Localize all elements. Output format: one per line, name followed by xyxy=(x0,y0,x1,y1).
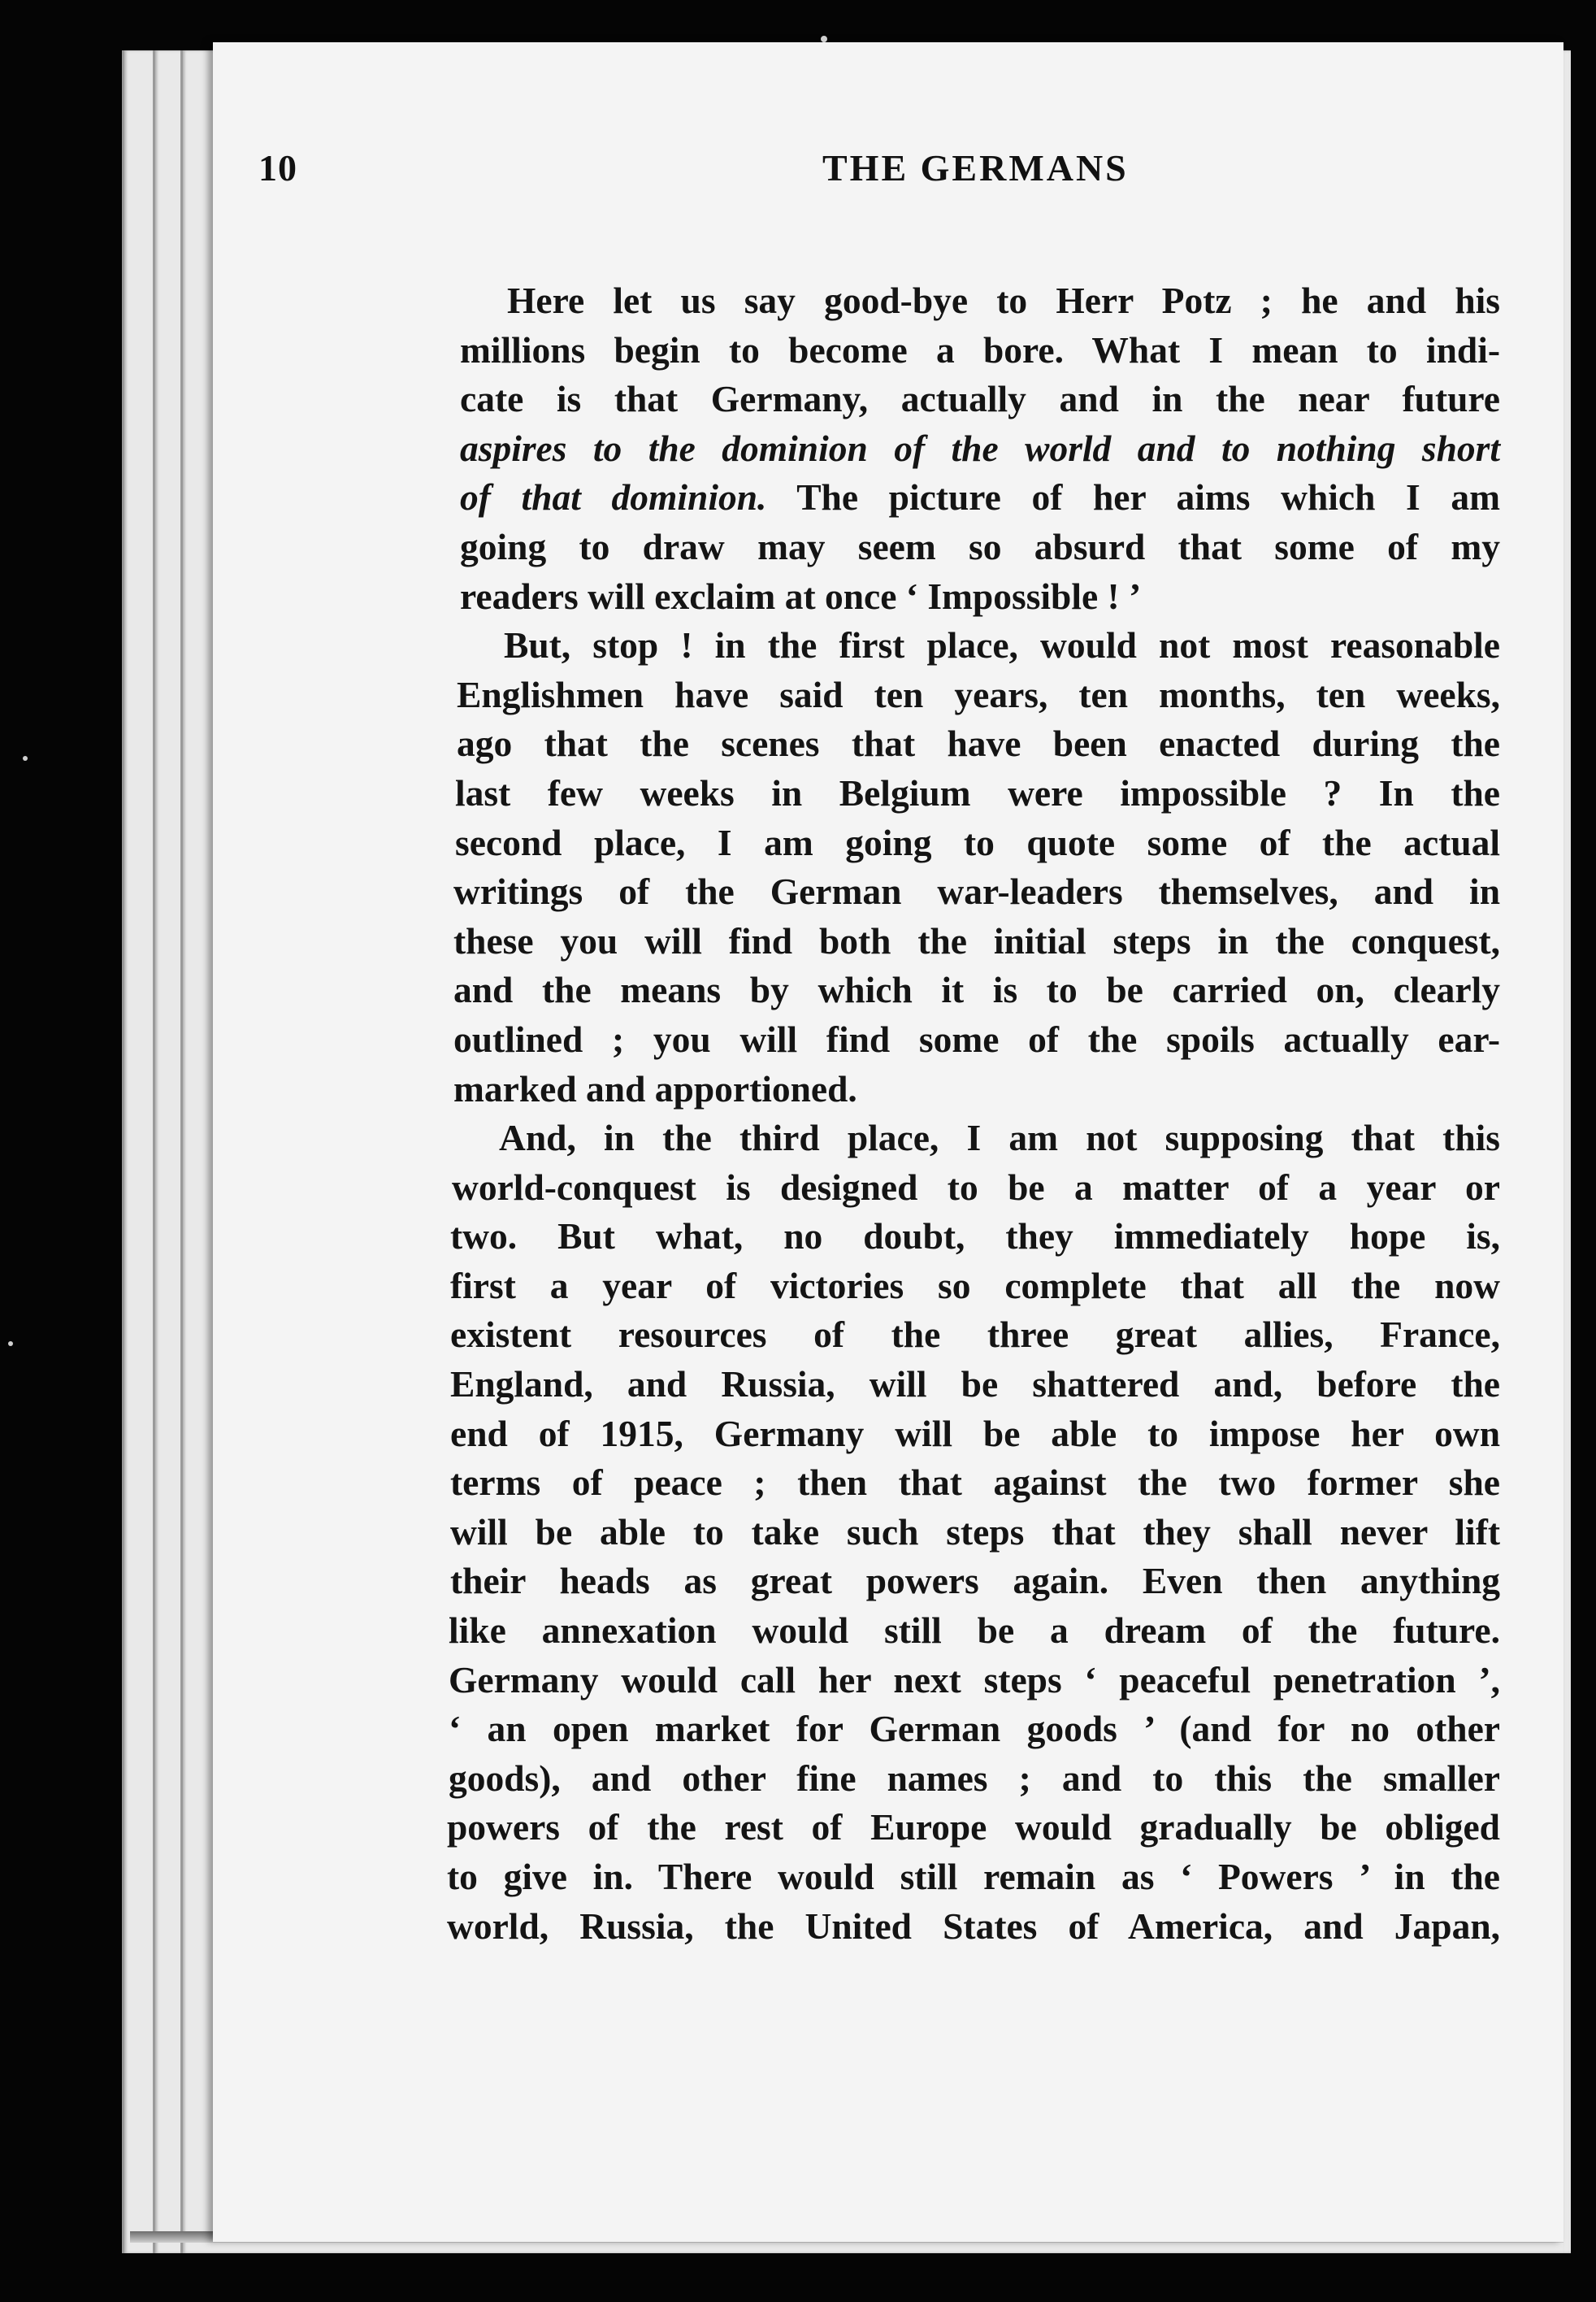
text-line: readers will exclaim at once ‘ Impossible ! ’ xyxy=(460,575,1142,617)
text-run: The picture of her aims which I am xyxy=(766,476,1500,519)
text-line: their heads as great powers again. Even then anything xyxy=(450,1560,1500,1602)
text-line: like annexation would still be a dream of the future. xyxy=(449,1609,1500,1652)
text-line: these you will find both the initial steps in the conquest, xyxy=(453,919,1500,962)
text-line: writings of the German war-leaders themselves, and in xyxy=(453,871,1500,913)
text-line: first a year of victories so complete that all the now xyxy=(450,1264,1500,1306)
text-line: England, and Russia, will be shattered and, before the xyxy=(450,1363,1500,1405)
scan-speck xyxy=(821,36,827,42)
text-line: aspires to the dominion of the world and to nothing short xyxy=(460,427,1500,469)
text-line: marked and apportioned. xyxy=(453,1067,857,1110)
text-line: Germany would call her next steps ‘ peaceful penetration ’, xyxy=(449,1658,1500,1700)
text-line: outlined ; you will find some of the spoils actually ear- xyxy=(453,1018,1500,1060)
text-line: going to draw may seem so absurd that some of my xyxy=(460,525,1500,567)
text-line: cate is that Germany, actually and in the near future xyxy=(460,378,1500,420)
page-number: 10 xyxy=(258,147,297,189)
text-line xyxy=(460,473,1500,523)
text-line: powers of the rest of Europe would gradually be obliged xyxy=(447,1806,1500,1848)
text-line: Englishmen have said ten years, ten months, ten weeks, xyxy=(457,673,1500,715)
text-line: world, Russia, the United States of America, and Japan, xyxy=(447,1905,1500,1947)
text-line: terms of peace ; then that against the two former she xyxy=(450,1462,1500,1504)
text-line: ‘ an open market for German goods ’ (and for no other xyxy=(449,1708,1500,1750)
page-header xyxy=(258,146,1234,211)
text-line: But, stop ! in the first place, would not most reasonable xyxy=(504,624,1500,667)
text-line: second place, I am going to quote some of the actual xyxy=(455,821,1500,863)
text-line: to give in. There would still remain as ‘ Powers ’ in the xyxy=(447,1856,1500,1897)
text-line: last few weeks in Belgium were impossible ? In the xyxy=(455,771,1500,814)
scan-speck xyxy=(23,756,28,761)
text-line: And, in the third place, I am not supposing that this xyxy=(499,1117,1500,1159)
text-line: Here let us say good-bye to Herr Potz ; he and his xyxy=(507,280,1500,321)
text-line: and the means by which it is to be carried on, clearly xyxy=(453,969,1500,1011)
scan-speck xyxy=(8,1341,13,1346)
text-line: end of 1915, Germany will be able to impose her own xyxy=(450,1412,1500,1454)
text-line: existent resources of the three great allies, France, xyxy=(450,1314,1500,1356)
running-head: THE GERMANS xyxy=(822,147,1129,189)
text-line: world-conquest is designed to be a matter of a year or xyxy=(452,1166,1500,1208)
page-body-text xyxy=(447,276,1500,1951)
text-line: will be able to take such steps that they shall never lift xyxy=(450,1510,1500,1553)
text-line: two. But what, no doubt, they immediately hope is, xyxy=(450,1215,1500,1257)
text-line: goods), and other fine names ; and to this the smaller xyxy=(449,1757,1500,1799)
text-line: ago that the scenes that have been enacted during the xyxy=(457,723,1500,765)
italic-run: of that dominion. xyxy=(460,476,767,519)
text-line: millions begin to become a bore. What I mean to indi- xyxy=(460,328,1500,371)
